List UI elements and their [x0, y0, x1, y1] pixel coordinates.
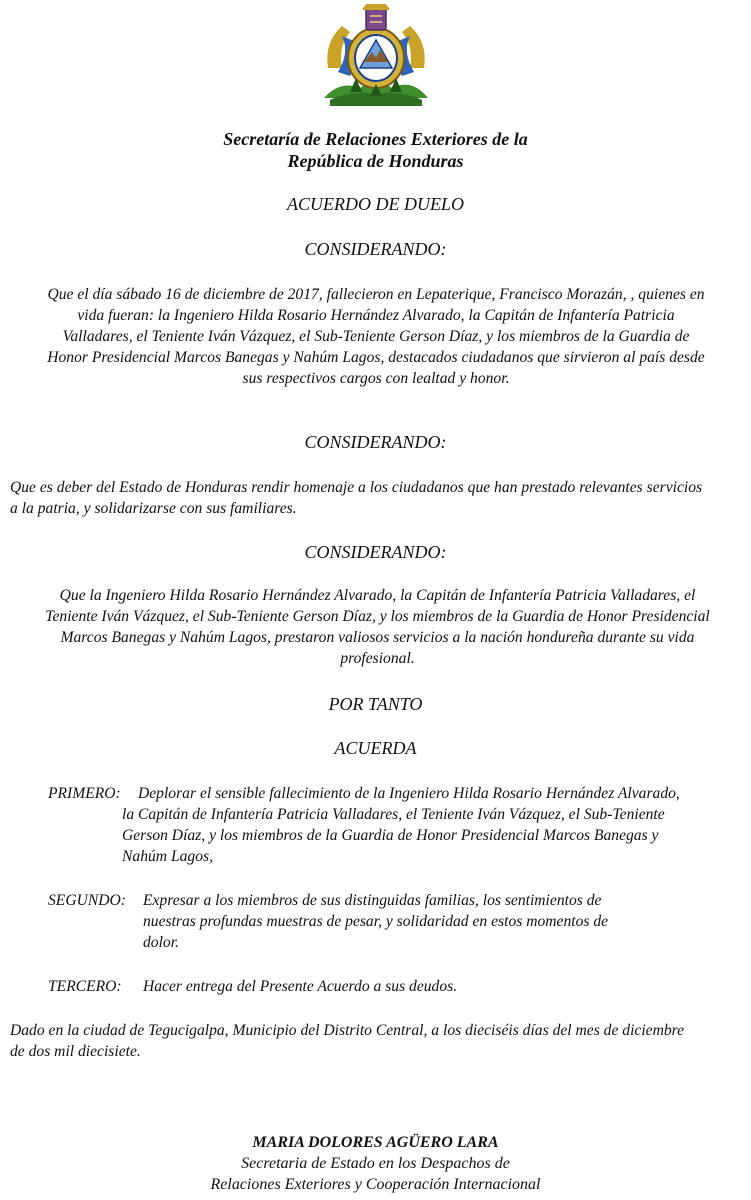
- text-line: la Capitán de Infantería Patricia Valladares, el Teniente Iván Vázquez, el Sub-Teniente: [122, 806, 665, 823]
- considerando-3-heading: CONSIDERANDO:: [304, 542, 447, 562]
- considerando-1-heading: CONSIDERANDO:: [304, 239, 447, 259]
- text-line: Expresar a los miembros de sus distinguidas familias, los sentimientos de: [143, 892, 602, 909]
- text-line: Teniente Iván Vázquez, el Sub-Teniente Gerson Díaz, y los miembros de la Guardia de Honor Presidencial: [45, 608, 710, 625]
- primero-label: PRIMERO:: [48, 785, 121, 802]
- document-title: ACUERDO DE DUELO: [287, 194, 464, 214]
- text-line: Valladares, el Teniente Iván Vázquez, el Sub-Teniente Gerson Díaz, y los miembros de la Guardia de: [62, 328, 690, 345]
- text-line: Deplorar el sensible fallecimiento de la Ingeniero Hilda Rosario Hernández Alvarado,: [138, 785, 680, 802]
- segundo-label: SEGUNDO:: [48, 892, 126, 909]
- signatory-title-line-2: Relaciones Exteriores y Cooperación Internacional: [210, 1176, 541, 1193]
- text-line: Honor Presidencial Marcos Banegas y Nahúm Lagos, destacados ciudadanos que sirvieron al país desde: [47, 349, 705, 366]
- closing-text: [10, 1020, 745, 1062]
- tercero-text: [143, 976, 663, 997]
- ministry-header-line-1: Secretaría de Relaciones Exteriores de la: [223, 129, 528, 149]
- tercero-label: TERCERO:: [48, 978, 122, 995]
- text-line: sus respectivos cargos con lealtad y honor.: [242, 370, 510, 387]
- segundo-text: [143, 890, 663, 911]
- text-line: Que el día sábado 16 de diciembre de 2017, fallecieron en Lepaterique, Francisco Morazán, , quienes en: [47, 286, 705, 303]
- text-line: profesional.: [340, 650, 415, 667]
- primero-text: [138, 783, 728, 804]
- considerando-2-heading: CONSIDERANDO:: [304, 432, 447, 452]
- signature-block: [0, 1132, 751, 1195]
- segundo-text-continued: [143, 911, 663, 953]
- text-line: de dos mil diecisiete.: [10, 1043, 141, 1060]
- text-line: dolor.: [143, 934, 179, 951]
- text-line: Hacer entrega del Presente Acuerdo a sus deudos.: [143, 978, 458, 995]
- text-line: Marcos Banegas y Nahúm Lagos, prestaron valiosos servicios a la nación hondureña durante su vida: [60, 629, 695, 646]
- considerando-1-text: [14, 284, 738, 389]
- text-line: Que es deber del Estado de Honduras rendir homenaje a los ciudadanos que han prestado relevantes servicios: [10, 479, 703, 496]
- text-line: vida fueran: la Ingeniero Hilda Rosario Hernández Alvarado, la Capitán de Infantería Patricia: [77, 307, 675, 324]
- text-line: a la patria, y solidarizarse con sus familiares.: [10, 500, 297, 517]
- signatory-name: MARIA DOLORES AGÜERO LARA: [252, 1134, 499, 1151]
- considerando-2-text: [10, 477, 745, 519]
- acuerda-heading: ACUERDA: [334, 738, 417, 758]
- honduras-coat-of-arms-icon: [320, 2, 432, 106]
- signatory-title-line-1: Secretaria de Estado en los Despachos de: [241, 1155, 510, 1172]
- text-line: nuestras profundas muestras de pesar, y solidaridad en estos momentos de: [143, 913, 609, 930]
- ministry-header: [0, 128, 751, 172]
- por-tanto-heading: POR TANTO: [328, 694, 423, 714]
- primero-text-continued: [122, 804, 732, 867]
- text-line: Dado en la ciudad de Tegucigalpa, Municipio del Distrito Central, a los dieciséis días del mes de diciembre: [10, 1022, 685, 1039]
- ministry-header-line-2: República de Honduras: [287, 151, 464, 171]
- text-line: Que la Ingeniero Hilda Rosario Hernández Alvarado, la Capitán de Infantería Patricia Valladares, el: [59, 587, 696, 604]
- text-line: Nahúm Lagos,: [122, 848, 213, 865]
- text-line: Gerson Díaz, y los miembros de la Guardia de Honor Presidencial Marcos Banegas y: [122, 827, 659, 844]
- considerando-3-text: [10, 585, 745, 669]
